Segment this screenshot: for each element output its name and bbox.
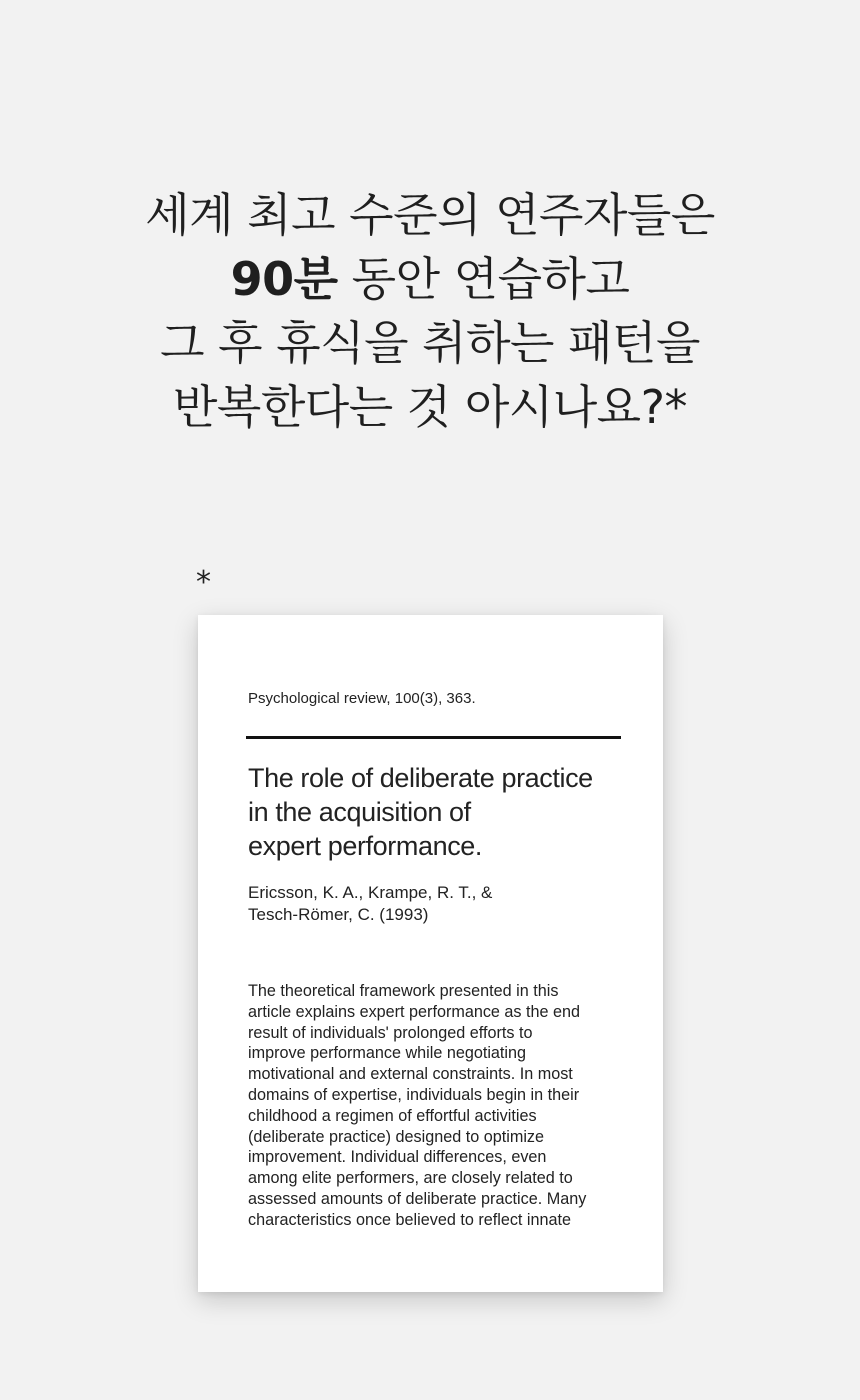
paper-title	[248, 761, 628, 863]
footnote-marker: *	[196, 565, 211, 600]
abstract-line: (deliberate practice) designed to optimize	[248, 1127, 545, 1146]
journal-citation: Psychological review, 100(3), 363.	[248, 690, 476, 707]
authors-line: Tesch-Römer, C. (1993)	[248, 905, 429, 924]
headline-line-4: 반복한다는 것 아시나요?*	[172, 380, 688, 434]
paper-title-line: expert performance.	[248, 831, 483, 861]
abstract-line: among elite performers, are closely related to	[248, 1169, 573, 1188]
headline-emphasis: 90분	[230, 252, 338, 306]
abstract-line: article explains expert performance as the end	[248, 1002, 581, 1021]
headline-line-3: 그 후 휴식을 취하는 패턴을	[160, 316, 700, 370]
abstract-line: result of individuals' prolonged efforts to	[248, 1023, 533, 1042]
paper-authors	[248, 882, 492, 926]
abstract-line: childhood a regimen of effortful activities	[248, 1106, 537, 1125]
headline-line-2-rest: 동안 연습하고	[337, 252, 630, 306]
abstract-line: improvement. Individual differences, even	[248, 1148, 547, 1167]
abstract-line: improve performance while negotiating	[248, 1044, 527, 1063]
headline-line-2	[0, 247, 860, 311]
paper-abstract	[248, 981, 618, 1231]
paper-title-line: The role of deliberate practice	[248, 763, 593, 793]
headline	[0, 183, 860, 439]
headline-line-1: 세계 최고 수준의 연주자들은	[145, 188, 715, 242]
title-divider	[246, 736, 621, 739]
abstract-line: characteristics once believed to reflect innate	[248, 1210, 572, 1229]
abstract-line: domains of expertise, individuals begin in their	[248, 1085, 580, 1104]
abstract-line: assessed amounts of deliberate practice. Many	[248, 1189, 587, 1208]
authors-line: Ericsson, K. A., Krampe, R. T., &	[248, 883, 493, 902]
abstract-line: motivational and external constraints. In most	[248, 1065, 573, 1084]
paper-title-line: in the acquisition of	[248, 797, 471, 827]
abstract-line: The theoretical framework presented in this	[248, 982, 559, 1000]
